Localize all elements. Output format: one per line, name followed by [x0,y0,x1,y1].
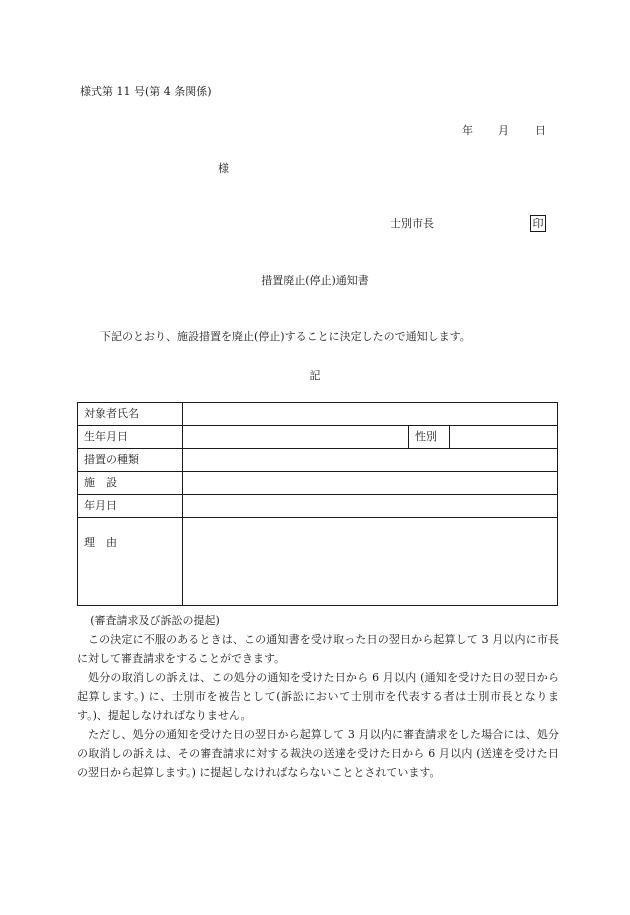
reason-label: 理 由 [78,518,183,606]
facility-field[interactable] [183,472,558,495]
table-row [78,472,558,495]
gender-field[interactable] [450,426,558,449]
date-field[interactable] [183,495,558,518]
table-row [78,403,558,426]
facility-label: 施 設 [78,472,183,495]
seal-mark: 印 [530,215,546,232]
reason-field[interactable] [183,518,558,606]
date-day-label: 日 [535,124,546,137]
measure-type-field[interactable] [183,449,558,472]
table-row [78,449,558,472]
issuer-name: 士別市長 [390,217,434,230]
appeal-notice [77,611,559,782]
table-row [78,426,558,449]
appeal-paragraph: 処分の取消しの訴えは、この処分の通知を受けた日から 6 月以内 (通知を受けた日の翌日から起算します。) に、士別市を被告として(訴訟において士別市を代表する者は士別市長となります。)、提起しなければなりません。 [77,671,559,722]
date-label: 年月日 [78,495,183,518]
addressee-suffix: 様 [218,162,229,175]
table-row [78,495,558,518]
document-title: 措置廃止(停止)通知書 [261,274,369,287]
date-year-label: 年 [462,124,473,137]
notice-info-table [77,402,558,606]
birth-date-field[interactable] [183,426,409,449]
appeal-heading: (審査請求及び訴訟の提起) [90,614,220,627]
appeal-paragraph: ただし、処分の通知を受けた日の翌日から起算して 3 月以内に審査請求をした場合には、処分の取消しの訴えは、その審査請求に対する裁決の送達を受けた日から 6 月以内 (送達を受けた日の翌日から起算します。) に提起しなければならないこととされています。 [77,728,559,779]
subject-name-field[interactable] [183,403,558,426]
gender-label: 性別 [409,426,450,449]
appeal-paragraph: この決定に不服のあるときは、この通知書を受け取った日の翌日から起算して 3 月以内に市長に対して審査請求をすることができます。 [77,633,559,665]
subject-name-label: 対象者氏名 [78,403,183,426]
measure-type-label: 措置の種類 [78,449,183,472]
form-number: 様式第 11 号(第 4 条関係) [80,85,212,98]
intro-text: 下記のとおり、施設措置を廃止(停止)することに決定したので通知します。 [100,330,471,343]
ki-label: 記 [309,369,321,382]
birth-date-label: 生年月日 [78,426,183,449]
date-month-label: 月 [498,124,509,137]
table-row [78,518,558,606]
